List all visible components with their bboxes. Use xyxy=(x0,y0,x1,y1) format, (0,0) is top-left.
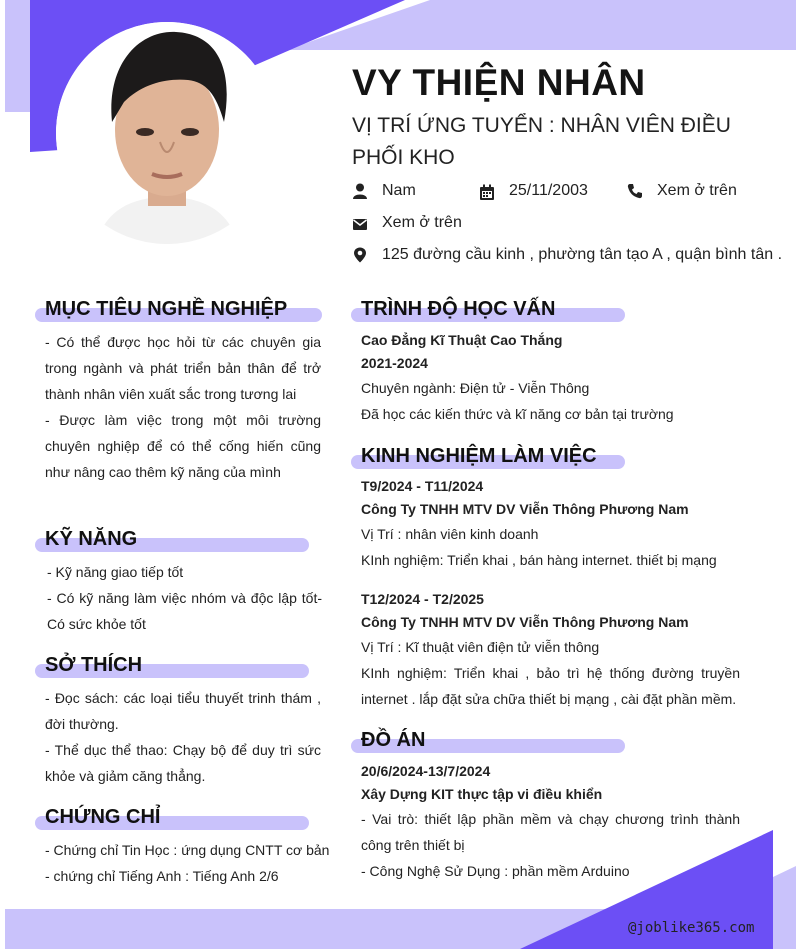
calendar-icon xyxy=(479,184,495,200)
job-2-role: Vị Trí : Kĩ thuật viên điện tử viễn thông xyxy=(361,639,600,655)
phone-icon xyxy=(627,183,643,199)
job-2-period: T12/2024 - T2/2025 xyxy=(361,591,484,607)
job-1-role: Vị Trí : nhân viên kinh doanh xyxy=(361,526,539,542)
watermark: @joblike365.com xyxy=(628,920,755,936)
hobbies-text-2: - Thể dục thể thao: Chạy bộ để duy trì sức khỏe và giảm căng thẳng. xyxy=(45,742,321,784)
education-title: TRÌNH ĐỘ HỌC VẤN xyxy=(361,298,556,320)
email-value: Xem ở trên xyxy=(382,214,462,231)
certificates-title: CHỨNG CHỈ xyxy=(45,806,161,828)
project-name: Xây Dựng KIT thực tập vi điều khiển xyxy=(361,786,603,802)
candidate-name: VY THIỆN NHÂN xyxy=(352,62,646,103)
education-school: Cao Đẳng Kĩ Thuật Cao Thắng xyxy=(361,332,563,348)
gender-value: Nam xyxy=(382,182,416,199)
project-role: - Vai trò: thiết lập phần mềm và chạy chương trình thành công trên thiết bị xyxy=(361,811,740,853)
objective-title: MỤC TIÊU NGHỀ NGHIỆP xyxy=(45,298,288,320)
project-period: 20/6/2024-13/7/2024 xyxy=(361,763,491,779)
email-icon xyxy=(352,216,368,232)
objective-text-2: - Được làm việc trong một môi trường chuyên nghiệp để có thể cống hiến cũng như nâng cao thêm kỹ năng của mình xyxy=(45,412,321,480)
hobbies-text-1: - Đọc sách: các loại tiểu thuyết trinh thám , đời thường. xyxy=(45,690,321,732)
job-1-company: Công Ty TNHH MTV DV Viễn Thông Phương Nam xyxy=(361,501,689,517)
birthdate-value: 25/11/2003 xyxy=(509,182,588,199)
project-tech: - Công Nghệ Sử Dụng : phần mềm Arduino xyxy=(361,863,630,879)
phone-value: Xem ở trên xyxy=(657,182,737,199)
address-value: 125 đường cầu kinh , phường tân tạo A , quận bình tân . xyxy=(382,246,783,263)
projects-title: ĐỒ ÁN xyxy=(361,729,426,751)
job-1-experience: KInh nghiệm: Triển khai , bán hàng internet. thiết bị mạng xyxy=(361,552,717,568)
job-2-experience: KInh nghiệm: Triển khai , bảo trì hệ thống đường truyền internet . lắp đặt sửa chữa thiết bị mạng , cài đặt phần mềm. xyxy=(361,665,740,707)
education-years: 2021-2024 xyxy=(361,355,428,371)
location-icon xyxy=(352,247,368,263)
job-position: VỊ TRÍ ỨNG TUYỂN : NHÂN VIÊN ĐIỀU PHỐI KHO xyxy=(352,114,731,169)
education-major: Chuyên ngành: Điện tử - Viễn Thông xyxy=(361,380,590,396)
skills-text-2: - Có kỹ năng làm việc nhóm và độc lập tốt- Có sức khỏe tốt xyxy=(47,590,322,632)
hobbies-title: SỞ THÍCH xyxy=(45,654,143,676)
avatar xyxy=(56,22,278,244)
job-2-company: Công Ty TNHH MTV DV Viễn Thông Phương Nam xyxy=(361,614,689,630)
education-desc: Đã học các kiến thức và kĩ năng cơ bản tại trường xyxy=(361,406,674,422)
certificate-item-2: - chứng chỉ Tiếng Anh : Tiếng Anh 2/6 xyxy=(45,868,279,884)
profile-photo xyxy=(56,22,278,244)
experience-title: KINH NGHIỆM LÀM VIỆC xyxy=(361,445,597,467)
skills-title: KỸ NĂNG xyxy=(45,528,138,550)
skills-text-1: - Kỹ năng giao tiếp tốt xyxy=(47,564,184,580)
job-1-period: T9/2024 - T11/2024 xyxy=(361,478,484,494)
objective-text-1: - Có thể được học hỏi từ các chuyên gia trong ngành và phát triển bản thân để trở thành nhân viên xuất sắc trong tương lai xyxy=(45,334,321,402)
user-icon xyxy=(352,183,368,199)
certificate-item-1: - Chứng chỉ Tin Học : ứng dụng CNTT cơ bản xyxy=(45,842,330,858)
